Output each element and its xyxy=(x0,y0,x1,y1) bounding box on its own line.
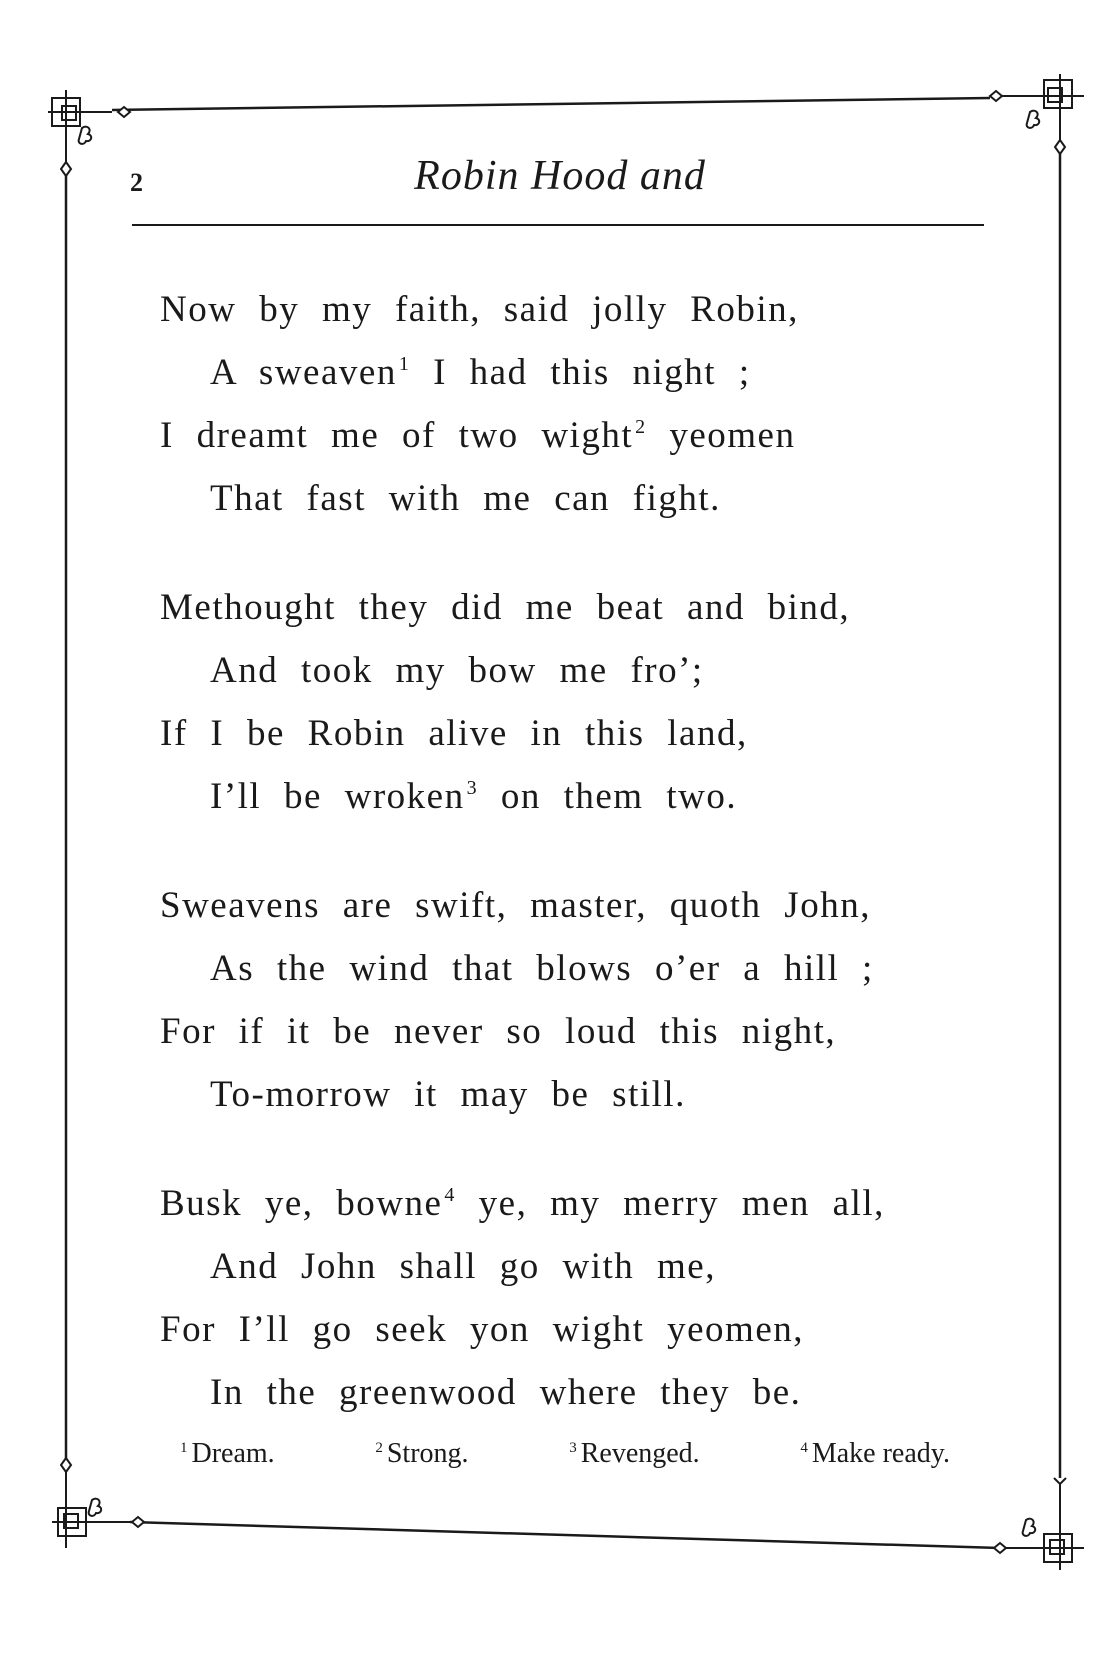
poem-line-text: A sweaven xyxy=(210,352,397,393)
poem-line-text: For I’ll go seek yon wight yeomen, xyxy=(160,1309,804,1350)
footnote xyxy=(375,1438,468,1470)
footnote-marker: 4 xyxy=(444,1184,456,1206)
poem-line-text: Busk ye, bowne xyxy=(160,1183,443,1224)
poem-line xyxy=(160,1298,960,1361)
poem-line xyxy=(160,404,960,467)
stanza xyxy=(160,576,960,828)
poem-line-text: To-morrow it may be still. xyxy=(210,1074,686,1115)
corner-ornament-bottom-left xyxy=(52,1458,144,1548)
poem-line xyxy=(160,1000,960,1063)
stanza xyxy=(160,874,960,1126)
footnote-marker: 3 xyxy=(466,777,479,799)
poem-line xyxy=(160,937,960,1000)
poem-line xyxy=(160,576,960,639)
poem-line-text: Methought they did me beat and bind, xyxy=(160,587,851,628)
poem-line-text: I had this night ; xyxy=(410,352,751,393)
footnote-text: Make ready. xyxy=(811,1438,950,1469)
poem-line-text: And took my bow me fro’; xyxy=(210,650,704,691)
footnote-number: 3 xyxy=(569,1440,577,1456)
poem-line-text: That fast with me can fight. xyxy=(210,478,721,519)
footnote-marker: 1 xyxy=(398,353,411,375)
poem-line xyxy=(160,702,960,765)
poem-line-text: ye, my merry men all, xyxy=(455,1183,885,1224)
footnote xyxy=(180,1438,275,1470)
poem-body xyxy=(160,278,960,1470)
footnote-marker: 2 xyxy=(635,416,647,438)
poem-line-text: For if it be never so loud this night, xyxy=(160,1011,837,1052)
header-divider xyxy=(132,224,984,226)
footnote-text: Dream. xyxy=(191,1438,275,1469)
page-number: 2 xyxy=(130,168,143,197)
poem-line xyxy=(160,1063,960,1126)
corner-ornament-top-left xyxy=(48,90,130,176)
footnote-number: 4 xyxy=(800,1440,808,1456)
running-title: Robin Hood and xyxy=(414,153,706,199)
footnote xyxy=(569,1438,699,1470)
poem-line xyxy=(160,1172,960,1235)
poem-line xyxy=(160,278,960,341)
poem-line-text: I’ll be wroken xyxy=(210,776,465,817)
poem-line xyxy=(160,467,960,530)
poem-line xyxy=(160,765,960,828)
stanza xyxy=(160,1172,960,1424)
footnote-text: Revenged. xyxy=(580,1438,700,1469)
footnote-text: Strong. xyxy=(386,1438,469,1469)
footnote-number: 1 xyxy=(180,1440,188,1456)
poem-line xyxy=(160,1361,960,1424)
poem-line-text: yeomen xyxy=(646,415,796,456)
poem-line-text: As the wind that blows o’er a hill ; xyxy=(210,948,874,989)
poem-line-text: Now by my faith, said jolly Robin, xyxy=(160,289,799,330)
poem-line-text: on them two. xyxy=(478,776,738,817)
corner-ornament-bottom-right xyxy=(994,1478,1084,1570)
poem-line xyxy=(160,874,960,937)
poem-line xyxy=(160,639,960,702)
footnotes xyxy=(180,1438,950,1470)
footnote-number: 2 xyxy=(375,1440,383,1456)
poem-line-text: In the greenwood where they be. xyxy=(210,1372,802,1413)
poem-line-text: If I be Robin alive in this land, xyxy=(160,713,748,754)
poem-line xyxy=(160,1235,960,1298)
corner-ornament-top-right xyxy=(990,74,1084,154)
footnote xyxy=(800,1438,950,1470)
stanza xyxy=(160,278,960,530)
poem-line xyxy=(160,341,960,404)
poem-line-text: And John shall go with me, xyxy=(210,1246,716,1287)
poem-line-text: Sweavens are swift, master, quoth John, xyxy=(160,885,871,926)
poem-line-text: I dreamt me of two wight xyxy=(160,415,634,456)
